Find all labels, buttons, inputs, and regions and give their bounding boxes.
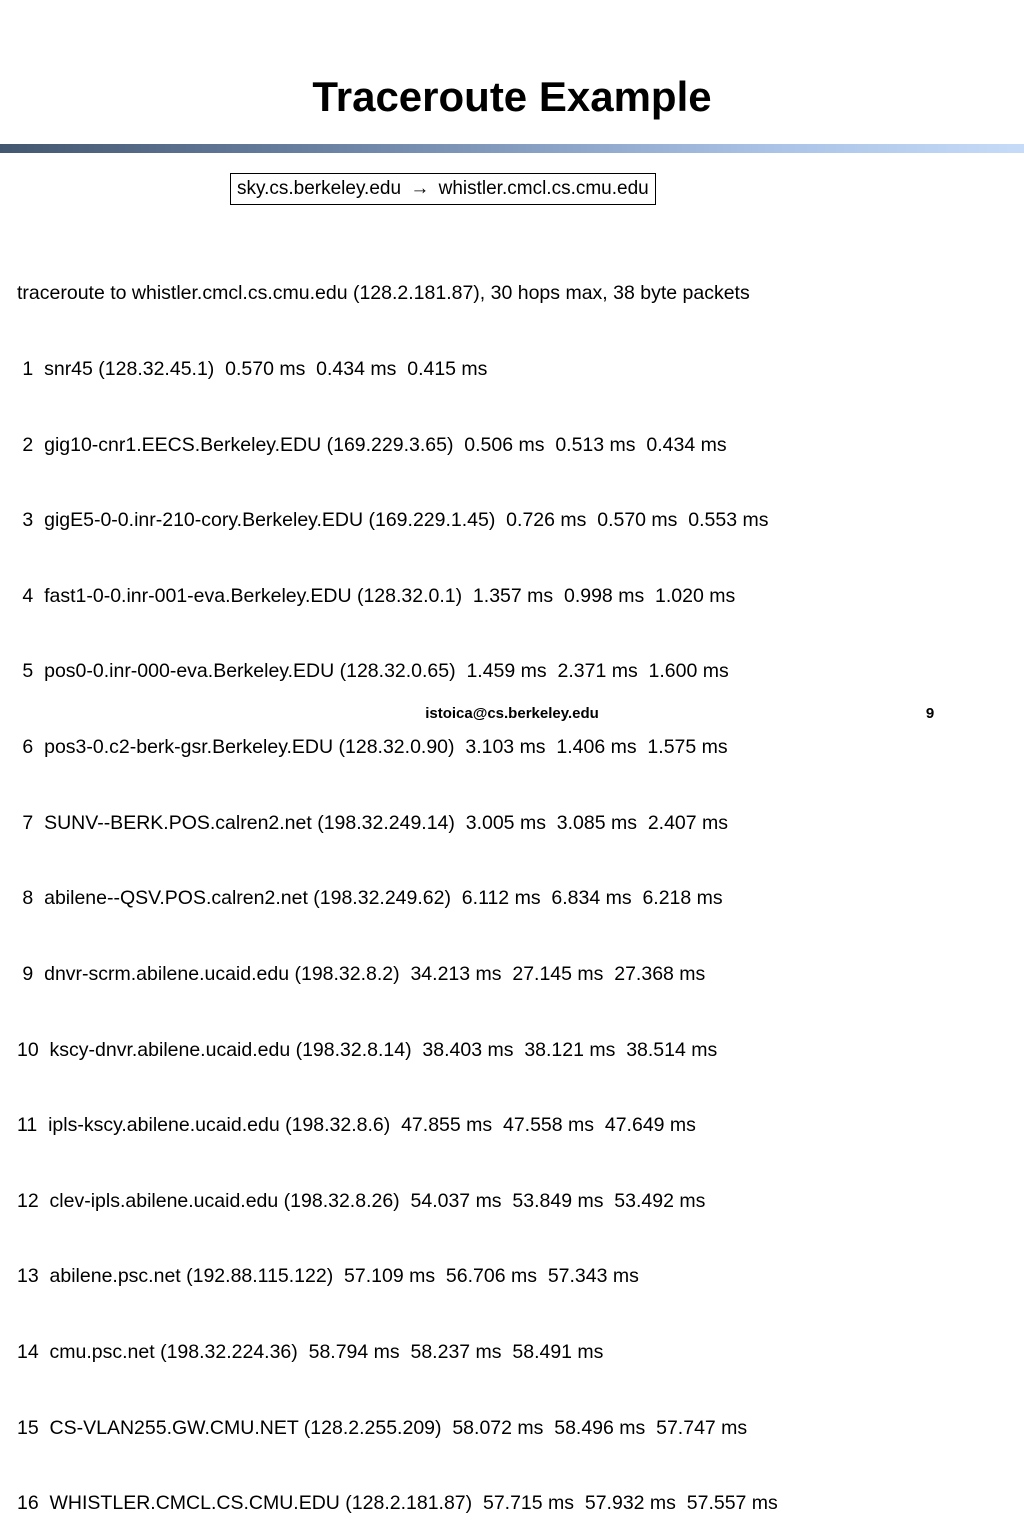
hop-line: 14 cmu.psc.net (198.32.224.36) 58.794 ms 58.237 ms 58.491 ms — [17, 1340, 604, 1363]
route-box — [230, 173, 656, 205]
hop-line: 11 ipls-kscy.abilene.ucaid.edu (198.32.8.6) 47.855 ms 47.558 ms 47.649 ms — [17, 1114, 696, 1137]
hop-line: 5 pos0-0.inr-000-eva.Berkeley.EDU (128.32.0.65) 1.459 ms 2.371 ms 1.600 ms — [17, 660, 729, 683]
hop-line: 15 CS-VLAN255.GW.CMU.NET (128.2.255.209) 58.072 ms 58.496 ms 57.747 ms — [17, 1416, 748, 1439]
right-arrow-icon: → — [410, 178, 430, 199]
traceroute-header: traceroute to whistler.cmcl.cs.cmu.edu (128.2.181.87), 30 hops max, 38 byte packets — [17, 282, 750, 305]
hop-line: 2 gig10-cnr1.EECS.Berkeley.EDU (169.229.3.65) 0.506 ms 0.513 ms 0.434 ms — [17, 433, 727, 456]
route-source: sky.cs.berkeley.edu — [237, 178, 402, 199]
hop-line: 9 dnvr-scrm.abilene.ucaid.edu (198.32.8.2) 34.213 ms 27.145 ms 27.368 ms — [17, 962, 706, 985]
hop-line: 7 SUNV--BERK.POS.calren2.net (198.32.249.14) 3.005 ms 3.085 ms 2.407 ms — [17, 811, 729, 834]
slide-title: Traceroute Example — [312, 73, 712, 120]
hop-line: 1 snr45 (128.32.45.1) 0.570 ms 0.434 ms 0.415 ms — [17, 358, 488, 381]
hop-line: 10 kscy-dnvr.abilene.ucaid.edu (198.32.8.14) 38.403 ms 38.121 ms 38.514 ms — [17, 1038, 718, 1061]
hop-line: 4 fast1-0-0.inr-001-eva.Berkeley.EDU (128.32.0.1) 1.357 ms 0.998 ms 1.020 ms — [17, 584, 736, 607]
page-number: 9 — [925, 705, 935, 722]
footer-email: istoica@cs.berkeley.edu — [425, 705, 599, 722]
hop-line: 3 gigE5-0-0.inr-210-cory.Berkeley.EDU (169.229.1.45) 0.726 ms 0.570 ms 0.553 ms — [17, 509, 769, 532]
title-divider — [0, 144, 1024, 153]
traceroute-output — [17, 231, 1007, 1536]
hop-line: 12 clev-ipls.abilene.ucaid.edu (198.32.8.26) 54.037 ms 53.849 ms 53.492 ms — [17, 1189, 706, 1212]
route-destination: whistler.cmcl.cs.cmu.edu — [438, 178, 649, 199]
hop-line: 16 WHISTLER.CMCL.CS.CMU.EDU (128.2.181.87) 57.715 ms 57.932 ms 57.557 ms — [17, 1492, 778, 1515]
hop-line: 13 abilene.psc.net (192.88.115.122) 57.109 ms 56.706 ms 57.343 ms — [17, 1265, 639, 1288]
hop-line: 8 abilene--QSV.POS.calren2.net (198.32.249.62) 6.112 ms 6.834 ms 6.218 ms — [17, 887, 723, 910]
hop-line: 6 pos3-0.c2-berk-gsr.Berkeley.EDU (128.32.0.90) 3.103 ms 1.406 ms 1.575 ms — [17, 736, 728, 759]
